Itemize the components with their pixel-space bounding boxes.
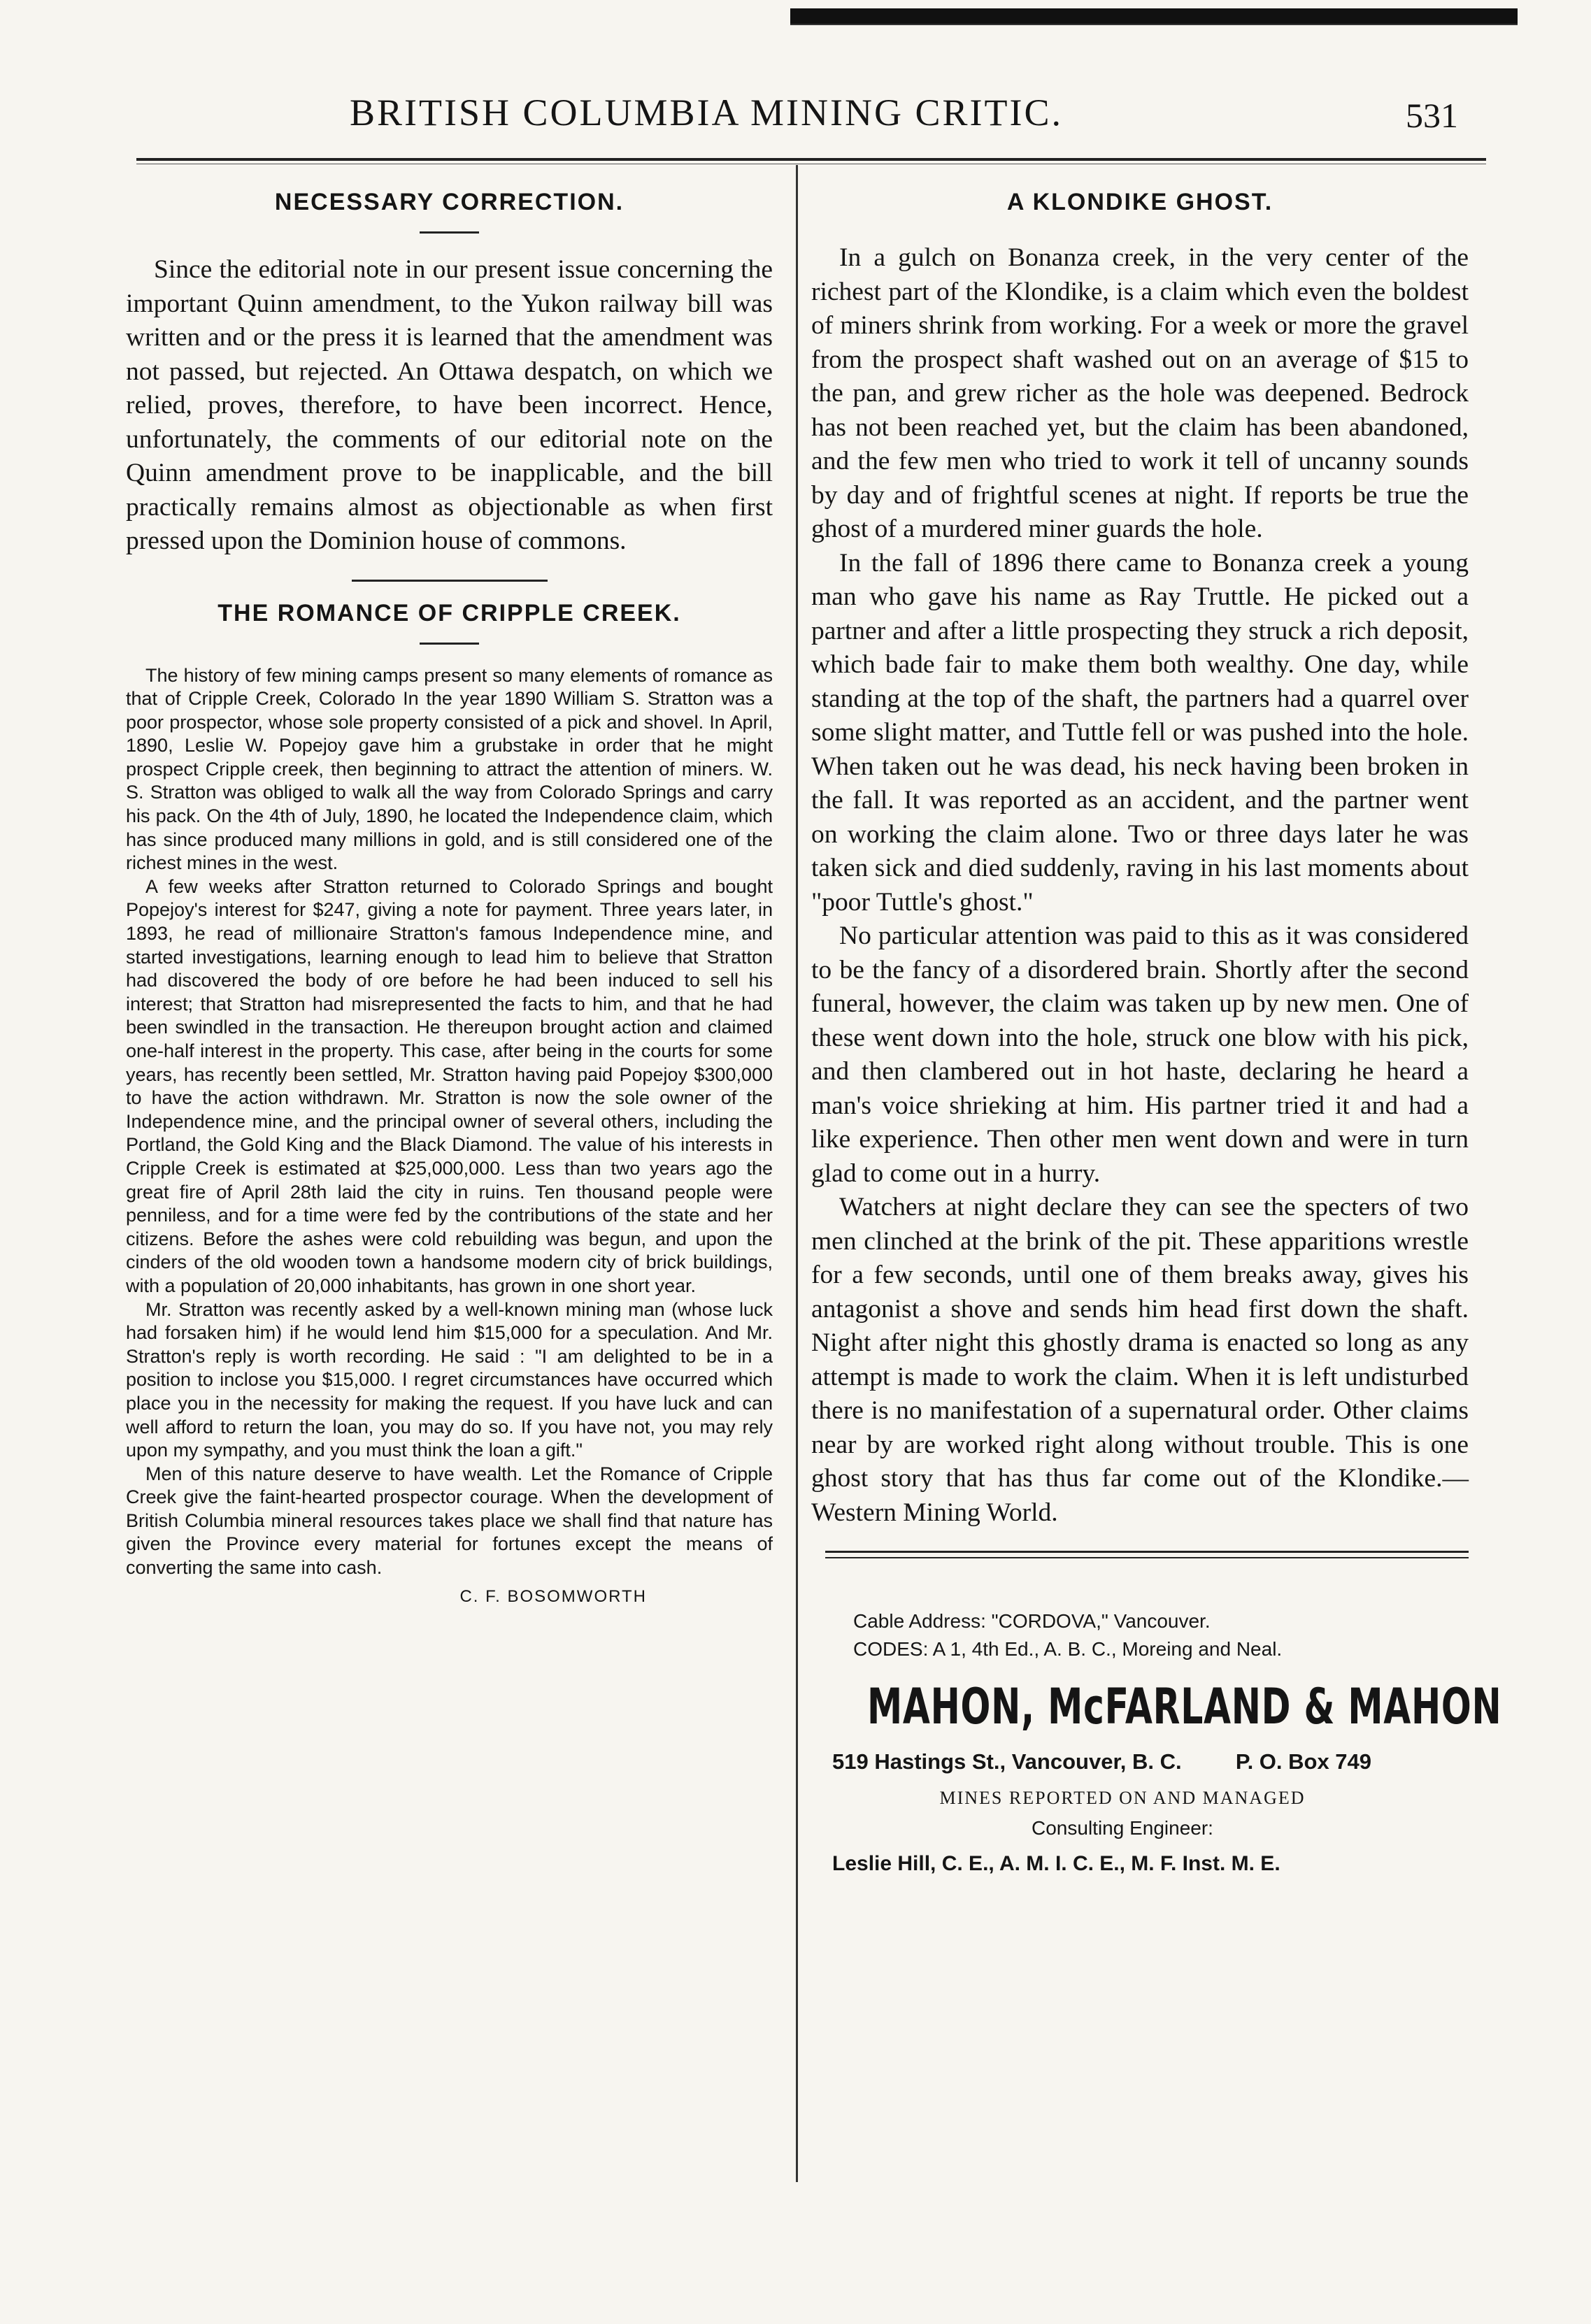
ghost-paragraph-1: In a gulch on Bonanza creek, in the very center of the richest part of the Klondike, is a claim which even the boldest of miners shrink from working. For a week or more the gravel from the prospect shaft washed out on an average of $15 to the pan, and grew richer as the hole was deepened. Bedrock has not been reached yet, but the claim has been abandoned, and the few men who tried to work it tell of uncanny sounds by day and of frightful scenes at night. If reports be true the ghost of a murdered miner guards the hole.: [811, 243, 1469, 543]
romance-paragraph-3: Mr. Stratton was recently asked by a well-known mining man (whose luck had forsaken him) if he would lend him $15,000 for a speculation. And Mr. Stratton's reply is worth recording. He said : "I am delighted to be in a position to inclose you $15,000. I regret circumstances have occurred which place you in the necessity for making the request. If you have luck and can well afford to return the loan, you may do so. If you have not, you may rely upon my sympathy, and you must think the loan a gift.": [126, 1298, 773, 1461]
romance-article: [126, 664, 773, 1580]
correction-paragraph: Since the editorial note in our present issue concerning the important Quinn amendment, to the Yukon railway bill was written and or the press it is learned that the amendment was not passed, but rejected. An Ottawa despatch, on which we relied, proves, therefore, to have been incorrect. Hence, unfortunately, the comments of our editorial note on the Quinn amendment prove to be inapplicable, and the bill practically remains almost as objectionable as when first pressed upon the Dominion house of commons.: [126, 255, 773, 555]
ad-services: MINES REPORTED ON AND MANAGED: [939, 1788, 1306, 1808]
ad-engineer: Leslie Hill, C. E., A. M. I. C. E., M. F. Inst. M. E.: [832, 1852, 1280, 1875]
correction-heading: NECESSARY CORRECTION.: [274, 189, 625, 215]
ad-cable-address: Cable Address: "CORDOVA," Vancouver.: [853, 1610, 1211, 1632]
ad-codes: CODES: A 1, 4th Ed., A. B. C., Moreing and Neal.: [853, 1638, 1283, 1660]
ad-address-line: [832, 1746, 1469, 1778]
romance-byline: C. F. BOSOMWORTH: [459, 1586, 647, 1606]
top-ink-bar: [790, 8, 1518, 25]
romance-heading: THE ROMANCE OF CRIPPLE CREEK.: [217, 599, 681, 626]
ad-street-address: 519 Hastings St., Vancouver, B. C.: [832, 1749, 1182, 1774]
advertisement: [811, 1607, 1502, 1876]
ad-firm-name: MAHON, McFARLAND & MAHON: [867, 1678, 1502, 1735]
correction-article: [126, 253, 773, 559]
left-column: [126, 189, 773, 1607]
ghost-heading: A KLONDIKE GHOST.: [1006, 189, 1273, 215]
romance-paragraph-2: A few weeks after Stratton returned to Colorado Springs and bought Popejoy's interest for $247, giving a note for payment. Three years later, in 1893, he read of millionaire Stratton's famous Independence mine, and started investigations, learning enough to lead him to believe that Stratton had discovered the body of ore before he had been induced to sell his interest; that Stratton had misrepresented the facts to him, and that he had been swindled in the transaction. He thereupon brought action and claimed one-half interest in the property. This case, after being in the courts for some years, has recently been settled, Mr. Stratton having paid Popejoy $300,000 to have the action withdrawn. Mr. Stratton is now the sole owner of the Independence mine, and the principal owner of several others, including the Portland, the Gold King and the Black Diamond. The value of his interests in Cripple Creek is estimated at $25,000,000. Less than two years ago the great fire of April 28th laid the city in ruins. Ten thousand people were penniless, and for a time were fed by the contributions of the state and her citizens. Before the ashes were cold rebuilding was begun, and upon the cinders of the old wooden town a handsome modern city of brick buildings, with a population of 20,000 inhabitants, has grown in one short year.: [126, 875, 773, 1296]
ad-po-box: P. O. Box 749: [1235, 1749, 1372, 1774]
romance-paragraph-1: The history of few mining camps present so many elements of romance as that of Cripple Creek, Colorado In the year 1890 William S. Stratton was a poor prospector, whose sole property consisted of a pick and shovel. In April, 1890, Leslie W. Popejoy gave him a grubstake in order that he might prospect Cripple creek, then beginning to attract the attention of miners. W. S. Stratton was obliged to walk all the way from Colorado Springs and carry his pack. On the 4th of July, 1890, he located the Independence claim, which has since produced many millions in gold, and is still considered one of the richest mines in the west.: [126, 664, 773, 874]
ghost-paragraph-2: In the fall of 1896 there came to Bonanza creek a young man who gave his name as Ray Truttle. He picked out a partner and after a little prospecting they struck a rich deposit, which bade fair to make them both wealthy. One day, while standing at the top of the shaft, the partners had a quarrel over some slight matter, and Tuttle fell or was pushed into the hole. When taken out he was dead, his neck having been broken in the fall. It was reported as an accident, and the partner went on working the claim alone. Two or three days later he was taken sick and died suddenly, raving in his last moments about "poor Tuttle's ghost.": [811, 548, 1469, 917]
page-number: 531: [1406, 96, 1458, 135]
ghost-paragraph-3: No particular attention was paid to this as it was considered to be the fancy of a disordered brain. Shortly after the second funeral, however, the claim was taken up by new men. One of these went down into the hole, struck one blow with his pick, and then clambered out in hot haste, declaring he heard a man's voice shrieking at him. His partner tried it and had a like experience. Then other men went down and were in turn glad to come out in a hurry.: [811, 921, 1469, 1188]
top-rule: [790, 24, 1518, 25]
ghost-article: [811, 241, 1469, 1530]
romance-paragraph-4: Men of this nature deserve to have wealth. Let the Romance of Cripple Creek give the faint-hearted prospector courage. When the development of British Columbia mineral resources takes place we shall find that nature has given the Province every material for fortunes except the means of converting the same into cash.: [126, 1463, 773, 1579]
header-rule: [136, 158, 1486, 161]
heading-rule: [420, 643, 479, 645]
ghost-paragraph-4: Watchers at night declare they can see the specters of two men clinched at the brink of the pit. These apparitions wrestle for a few seconds, until one of them breaks away, gives his antagonist a shove and sends him head first down the shaft. Night after night this ghostly drama is enacted so long as any attempt is made to work the claim. When it is left undisturbed there is no manifestation of a supernatural order. Other claims near by are worked right along without trouble. This is one ghost story that has thus far come out of the Klondike.—Western Mining World.: [811, 1193, 1469, 1527]
ad-consulting-label: Consulting Engineer:: [1032, 1817, 1213, 1839]
ad-rule-top: [825, 1551, 1469, 1553]
heading-rule: [420, 231, 479, 234]
column-divider: [796, 165, 798, 2182]
running-title: BRITISH COLUMBIA MINING CRITIC.: [349, 92, 1064, 134]
ad-rule-bottom: [825, 1557, 1469, 1558]
section-rule: [352, 580, 548, 582]
right-column: [811, 189, 1502, 1876]
